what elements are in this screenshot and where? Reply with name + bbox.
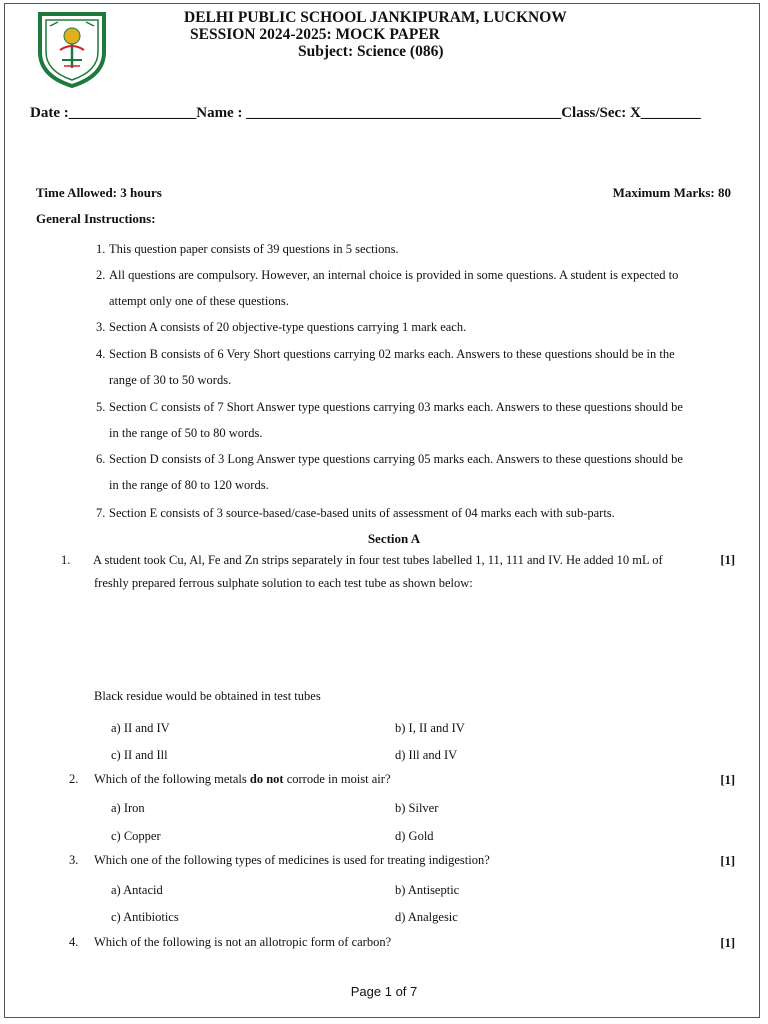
question-number: 2.	[69, 772, 79, 786]
option-c: c) Antibiotics	[111, 910, 179, 924]
time-allowed: Time Allowed: 3 hours	[36, 185, 162, 200]
option-b: b) I, II and IV	[395, 721, 465, 735]
student-details-line: Date :_________________Name : __________________________________________Class/Sec: X________	[30, 105, 701, 121]
instruction-item: attempt only one of these questions.	[109, 294, 289, 308]
question-text: Which of the following metals do not corrode in moist air?	[94, 772, 391, 786]
option-d: d) Ill and IV	[395, 748, 458, 762]
question-text: freshly prepared ferrous sulphate solution to each test tube as shown below:	[94, 576, 473, 590]
question-text: Which of the following is not an allotropic form of carbon?	[94, 935, 392, 949]
instruction-item: 3. Section A consists of 20 objective-type questions carrying 1 mark each.	[96, 320, 467, 334]
instruction-item: 1. This question paper consists of 39 questions in 5 sections.	[96, 242, 399, 256]
option-d: d) Gold	[395, 829, 434, 843]
subject-title: Subject: Science (086)	[298, 43, 444, 60]
school-name: DELHI PUBLIC SCHOOL JANKIPURAM, LUCKNOW	[184, 9, 567, 26]
question-text: A student took Cu, Al, Fe and Zn strips separately in four test tubes labelled 1, 11, 111 and IV. He added 10 mL of	[93, 553, 663, 567]
question-number: 4.	[69, 935, 79, 949]
instruction-item: 5. Section C consists of 7 Short Answer type questions carrying 03 marks each. Answers to these questions should be	[96, 400, 683, 414]
instruction-item: range of 30 to 50 words.	[109, 373, 232, 387]
question-mark: [1]	[720, 854, 735, 868]
question-number: 3.	[69, 853, 79, 867]
question-mark: [1]	[720, 936, 735, 950]
option-c: c) Copper	[111, 829, 161, 843]
instruction-item: in the range of 50 to 80 words.	[109, 426, 263, 440]
session-title: SESSION 2024-2025: MOCK PAPER	[190, 26, 440, 43]
general-instructions-heading: General Instructions:	[36, 211, 156, 226]
option-a: a) II and IV	[111, 721, 170, 735]
option-a: a) Antacid	[111, 883, 163, 897]
question-text: Black residue would be obtained in test tubes	[94, 689, 321, 703]
section-a-heading: Section A	[367, 531, 421, 546]
option-d: d) Analgesic	[395, 910, 458, 924]
instruction-item: 7. Section E consists of 3 source-based/case-based units of assessment of 04 marks each with sub-parts.	[96, 506, 615, 520]
instruction-item: in the range of 80 to 120 words.	[109, 478, 269, 492]
maximum-marks: Maximum Marks: 80	[612, 185, 731, 200]
school-logo	[34, 8, 110, 88]
option-b: b) Silver	[395, 801, 439, 815]
option-c: c) II and Ill	[111, 748, 168, 762]
option-b: b) Antiseptic	[395, 883, 460, 897]
question-mark: [1]	[720, 553, 735, 567]
instruction-item: 6. Section D consists of 3 Long Answer type questions carrying 05 marks each. Answers to these questions should be	[96, 452, 683, 466]
question-text: Which one of the following types of medicines is used for treating indigestion?	[94, 853, 490, 867]
instruction-item: 4. Section B consists of 6 Very Short questions carrying 02 marks each. Answers to these questions should be in the	[96, 347, 675, 361]
question-mark: [1]	[720, 773, 735, 787]
page-number: Page 1 of 7	[350, 984, 418, 999]
instruction-item: 2. All questions are compulsory. However, an internal choice is provided in some questions. A student is expected to	[96, 268, 679, 282]
question-number: 1.	[61, 553, 71, 567]
option-a: a) Iron	[111, 801, 145, 815]
